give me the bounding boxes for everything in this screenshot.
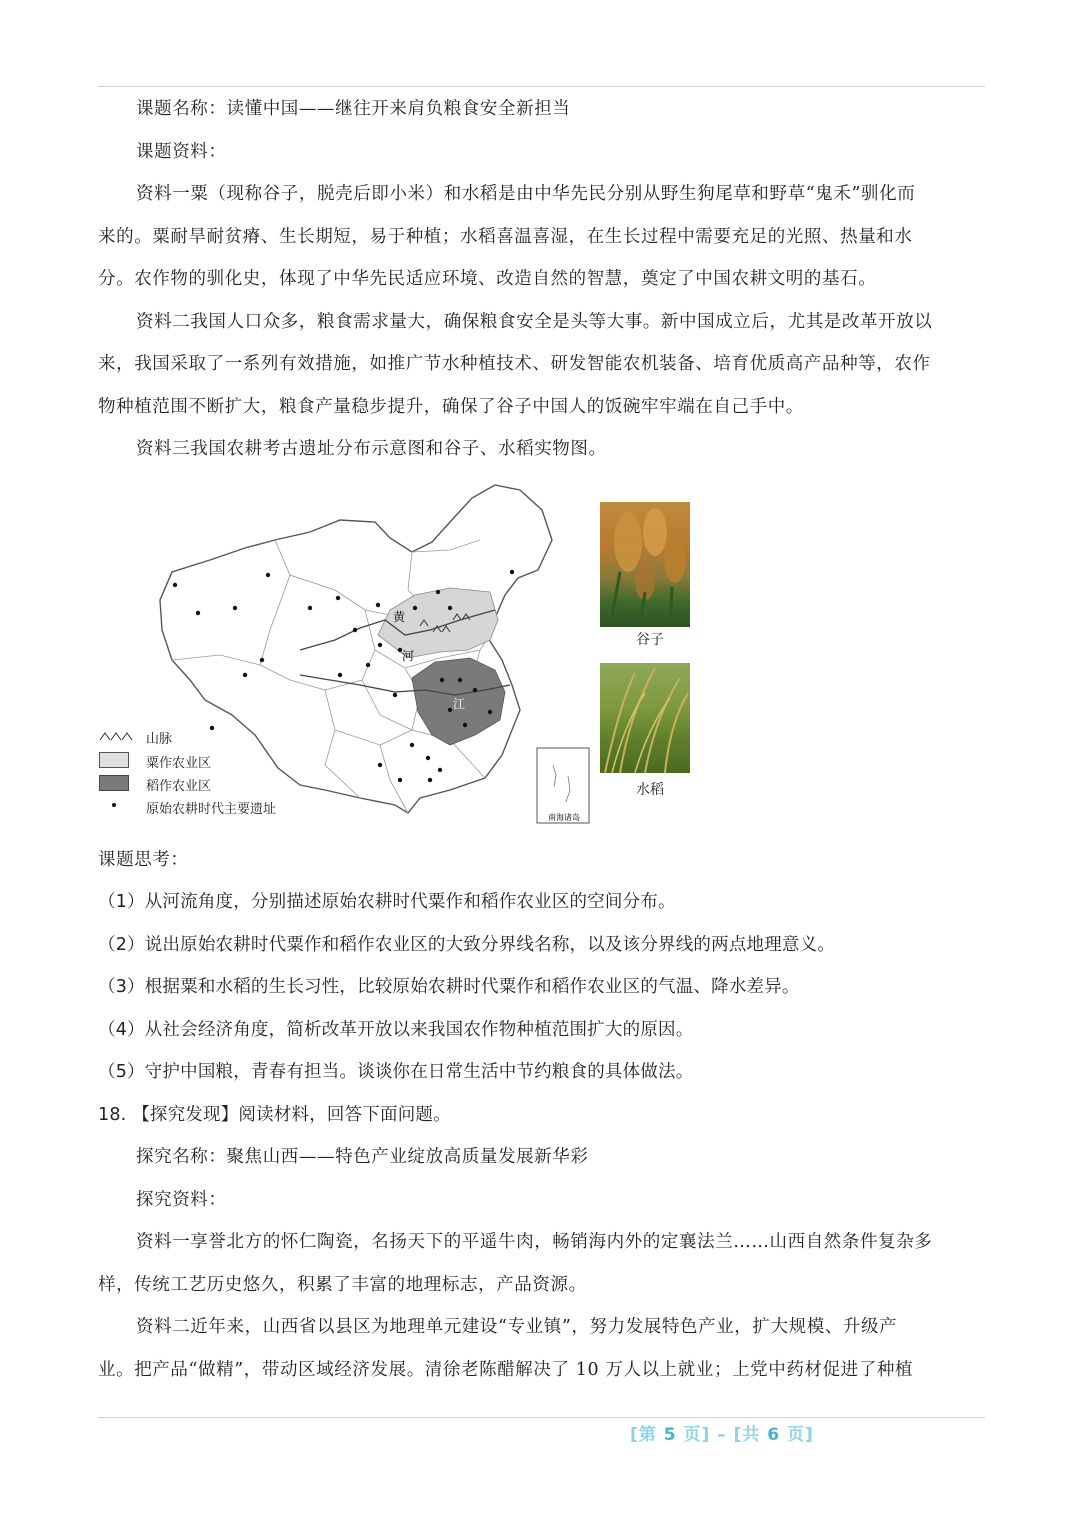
thinking-label: 课题思考： bbox=[98, 850, 189, 870]
topic-title: 课题名称：读懂中国——继往开来肩负粮食安全新担当 bbox=[136, 99, 571, 119]
total-pages: 6 bbox=[767, 1425, 781, 1445]
china-outline bbox=[160, 485, 552, 813]
legend-millet-zone: 粟作农业区 bbox=[146, 756, 212, 771]
footer-close1: 页] bbox=[676, 1425, 711, 1445]
rice-photo bbox=[600, 663, 690, 773]
footer-rule bbox=[98, 1417, 985, 1418]
question-1: （1）从河流角度，分别描述原始农耕时代粟作和稻作农业区的空间分布。 bbox=[98, 892, 676, 912]
river-label-jiang: 江 bbox=[453, 697, 466, 711]
river-label-he: 河 bbox=[402, 649, 415, 663]
material2-line: 来，我国采取了一系列有效措施，如推广节水种植技术、研发智能农机装备、培育优质高产品种等，农作 bbox=[98, 354, 931, 374]
material1-line: 来的。粟耐旱耐贫瘠、生长期短，易于种植；水稻喜温喜湿，在生长过程中需要充足的光照、热量和水 bbox=[98, 227, 913, 247]
q18-heading: 18. 【探究发现】阅读材料，回答下面问题。 bbox=[98, 1105, 451, 1125]
site-legend-dot bbox=[112, 803, 116, 807]
question-3: （3）根据粟和水稻的生长习性，比较原始农耕时代粟作和稻作农业区的气温、降水差异。 bbox=[98, 977, 800, 997]
river-label-huang: 黄 bbox=[393, 610, 406, 624]
south-china-sea-inset bbox=[537, 748, 589, 823]
page-indicator bbox=[630, 1420, 814, 1445]
explore-material1-line: 资料一享誉北方的怀仁陶瓷，名扬天下的平遥牛肉，畅销海内外的定襄法兰……山西自然条件复杂多 bbox=[136, 1232, 933, 1252]
rice-legend-icon bbox=[99, 775, 129, 791]
question-2: （2）说出原始农耕时代粟作和稻作农业区的大致分界线名称，以及该分界线的两点地理意义。 bbox=[98, 935, 836, 955]
explore-material1-line: 样，传统工艺历史悠久，积累了丰富的地理标志，产品资源。 bbox=[98, 1275, 587, 1295]
material2-line: 物种植范围不断扩大，粮食产量稳步提升，确保了谷子中国人的饭碗牢牢端在自己手中。 bbox=[98, 397, 804, 417]
question-5: （5）守护中国粮，青春有担当。谈谈你在日常生活中节约粮食的具体做法。 bbox=[98, 1062, 694, 1082]
millet-legend-icon bbox=[99, 752, 129, 768]
explore-title: 探究名称：聚焦山西——特色产业绽放高质量发展新华彩 bbox=[136, 1147, 589, 1167]
legend-rice-zone: 稻作农业区 bbox=[146, 779, 212, 794]
mountain-legend-icon bbox=[99, 730, 133, 742]
current-page: 5 bbox=[663, 1425, 677, 1445]
legend-mountain: 山脉 bbox=[146, 732, 173, 747]
footer-dash: – bbox=[710, 1425, 734, 1445]
footer-open1: [第 bbox=[630, 1425, 664, 1445]
explore-materials-label: 探究资料： bbox=[136, 1190, 227, 1210]
material1-line: 资料一粟（现称谷子，脱壳后即小米）和水稻是由中华先民分别从野生狗尾草和野草“鬼禾”驯化而 bbox=[136, 184, 916, 204]
topic-materials-label: 课题资料： bbox=[136, 142, 227, 162]
material1-line: 分。农作物的驯化史，体现了中华先民适应环境、改造自然的智慧，奠定了中国农耕文明的基石。 bbox=[98, 269, 877, 289]
material2-line: 资料二我国人口众多，粮食需求量大，确保粮食安全是头等大事。新中国成立后，尤其是改革开放以 bbox=[136, 312, 933, 332]
legend-sites: 原始农耕时代主要遗址 bbox=[146, 802, 277, 817]
millet-photo bbox=[600, 502, 690, 627]
header-rule bbox=[98, 86, 985, 87]
footer-close2: 页] bbox=[780, 1425, 814, 1445]
rice-caption: 水稻 bbox=[636, 782, 664, 798]
explore-material2-line: 业。把产品“做精”，带动区域经济发展。清徐老陈醋解决了 10 万人以上就业；上党中药材促进了种植 bbox=[98, 1360, 914, 1380]
material3-line: 资料三我国农耕考古遗址分布示意图和谷子、水稻实物图。 bbox=[136, 439, 607, 459]
explore-material2-line: 资料二近年来，山西省以县区为地理单元建设“专业镇”，努力发展特色产业，扩大规模、升级产 bbox=[136, 1317, 898, 1337]
millet-caption: 谷子 bbox=[636, 632, 664, 648]
inset-label: 南海诸岛 bbox=[548, 813, 580, 822]
footer-open2: [共 bbox=[733, 1425, 768, 1445]
question-4: （4）从社会经济角度，简析改革开放以来我国农作物种植范围扩大的原因。 bbox=[98, 1020, 694, 1040]
china-agriculture-map bbox=[150, 480, 600, 830]
